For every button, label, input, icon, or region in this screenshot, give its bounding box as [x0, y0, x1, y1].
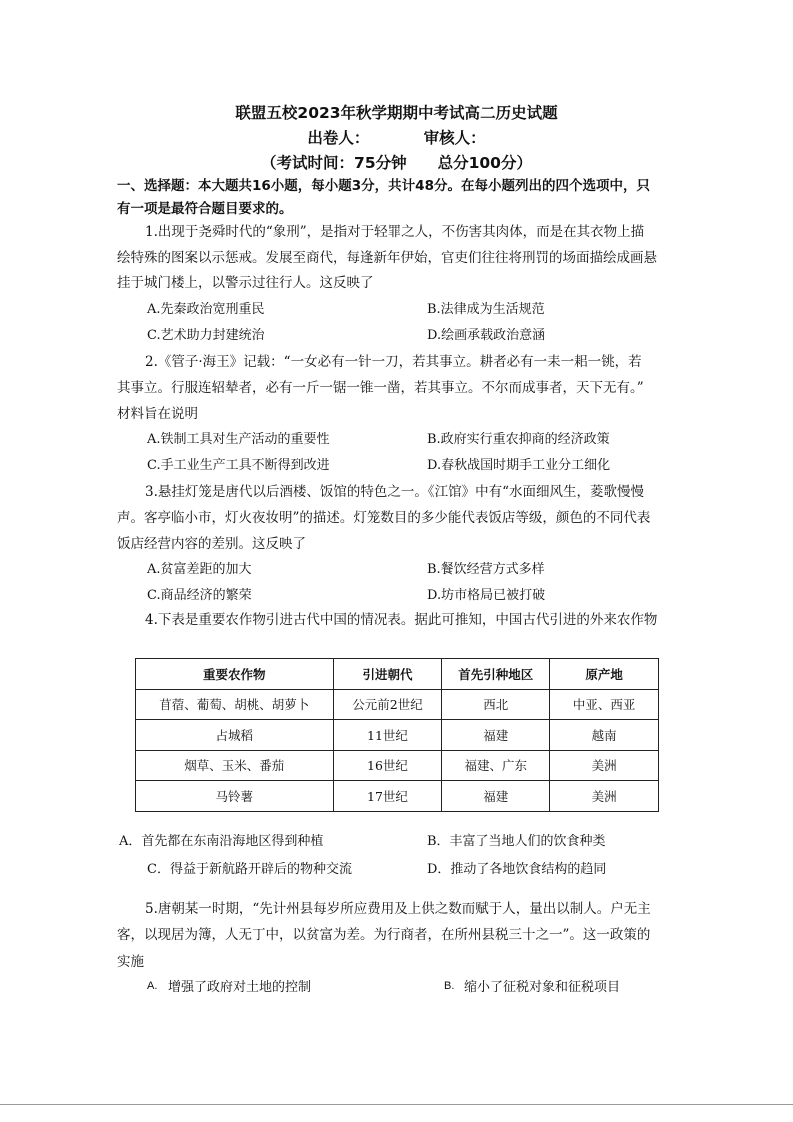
section-heading-line1: 一、选择题：本大题共16小题，每小题3分，共计48分。在每小题列出的四个选项中，只	[117, 178, 650, 194]
exam-title: 联盟五校2023年秋学期期中考试高二历史试题	[235, 104, 558, 122]
table-cell: 16世纪	[333, 750, 442, 781]
table-row	[136, 781, 659, 812]
q2-stem-line1: 2.《管子·海王》记载：“一女必有一针一刀，若其事立。耕者必有一耒一耜一铫，若	[145, 354, 642, 370]
crops-table	[135, 658, 659, 812]
table-row	[136, 720, 659, 751]
q3-option-a: A.贫富差距的加大	[147, 562, 252, 577]
q4-option-d: D．推动了各地饮食结构的趋同	[427, 862, 607, 877]
q2-stem-line2: 其事立。行服连轺辇者，必有一斤一锯一锥一凿，若其事立。不尔而成事者，天下无有。”	[117, 380, 644, 396]
q1-option-c: C.艺术助力封建统治	[147, 328, 265, 343]
table-cell: 公元前2世纪	[333, 689, 442, 720]
table-cell: 美洲	[550, 781, 659, 812]
table-cell: 美洲	[550, 750, 659, 781]
table-header-cell: 重要农作物	[136, 659, 334, 690]
table-header-cell: 引进朝代	[333, 659, 442, 690]
q3-stem-line1: 3.悬挂灯笼是唐代以后酒楼、饭馆的特色之一。《江馆》中有“水面细风生，菱歌慢慢	[145, 484, 645, 500]
page-bottom-divider	[0, 1104, 793, 1105]
q1-stem-line1: 1.出现于尧舜时代的“象刑”，是指对于轻罪之人，不伤害其肉体，而是在其衣物上描	[145, 224, 645, 240]
table-cell: 福建	[442, 720, 550, 751]
q1-stem-line3: 挂于城门楼上，以警示过往行人。这反映了	[117, 275, 374, 291]
q3-stem-line3: 饭店经营内容的差别。这反映了	[117, 536, 306, 552]
table-cell: 17世纪	[333, 781, 442, 812]
q3-option-d: D.坊市格局已被打破	[427, 588, 546, 603]
q4-option-b: B．丰富了当地人们的饮食种类	[427, 834, 606, 849]
q3-option-c: C.商品经济的繁荣	[147, 588, 252, 603]
q2-stem-line3: 材料旨在说明	[117, 406, 198, 422]
q1-option-b: B.法律成为生活规范	[427, 302, 545, 317]
q5-option-b-letter: B.	[444, 980, 455, 992]
q2-option-c: C.手工业生产工具不断得到改进	[147, 458, 330, 473]
author-line: 出卷人： 审核人：	[307, 129, 486, 147]
table-cell: 苜蓿、葡萄、胡桃、胡萝卜	[136, 689, 334, 720]
q5-stem-line3: 实施	[117, 954, 144, 970]
q4-stem-line1: 4.下表是重要农作物引进古代中国的情况表。据此可推知，中国古代引进的外来农作物	[145, 612, 658, 628]
table-row	[136, 689, 659, 720]
table-cell: 中亚、西亚	[550, 689, 659, 720]
table-header-cell: 首先引种地区	[442, 659, 550, 690]
q5-option-a-letter: A.	[147, 980, 158, 992]
q2-option-d: D.春秋战国时期手工业分工细化	[427, 458, 611, 473]
table-cell: 马铃薯	[136, 781, 334, 812]
q4-option-a: A．首先都在东南沿海地区得到种植	[119, 834, 324, 849]
table-row	[136, 750, 659, 781]
table-cell: 福建、广东	[442, 750, 550, 781]
table-header-row	[136, 659, 659, 690]
q1-option-d: D.绘画承载政治意涵	[427, 328, 546, 343]
table-cell: 烟草、玉米、番茄	[136, 750, 334, 781]
q3-stem-line2: 声。客亭临小市，灯火夜妆明”的描述。灯笼数目的多少能代表饭店等级，颜色的不同代表	[117, 510, 651, 526]
q2-option-a: A.铁制工具对生产活动的重要性	[147, 432, 330, 447]
q2-option-b: B.政府实行重农抑商的经济政策	[427, 432, 610, 447]
table-cell: 占城稻	[136, 720, 334, 751]
table-cell: 西北	[442, 689, 550, 720]
table-cell: 11世纪	[333, 720, 442, 751]
q4-option-c: C．得益于新航路开辟后的物种交流	[147, 862, 352, 877]
section-heading-line2: 有一项是最符合题目要求的。	[117, 201, 293, 217]
table-cell: 越南	[550, 720, 659, 751]
q3-option-b: B.餐饮经营方式多样	[427, 562, 545, 577]
q5-stem-line2: 客，以现居为簿，人无丁中，以贫富为差。为行商者，在所州县税三十之一”。这一政策的	[117, 927, 651, 943]
q5-option-b-text: 缩小了征税对象和征税项目	[464, 980, 621, 995]
q1-stem-line2: 绘特殊的图案以示惩戒。发展至商代，每逢新年伊始，官吏们往往将刑罚的场面描绘成画悬	[117, 250, 657, 266]
q5-stem-line1: 5.唐朝某一时期，“先计州县每岁所应费用及上供之数而赋于人，量出以制人。户无主	[145, 901, 651, 917]
q5-option-a-text: 增强了政府对土地的控制	[168, 980, 312, 995]
time-line: （考试时间：75分钟 总分100分）	[261, 154, 532, 172]
table-cell: 福建	[442, 781, 550, 812]
table-header-cell: 原产地	[550, 659, 659, 690]
q1-option-a: A.先秦政治宽刑重民	[147, 302, 265, 317]
